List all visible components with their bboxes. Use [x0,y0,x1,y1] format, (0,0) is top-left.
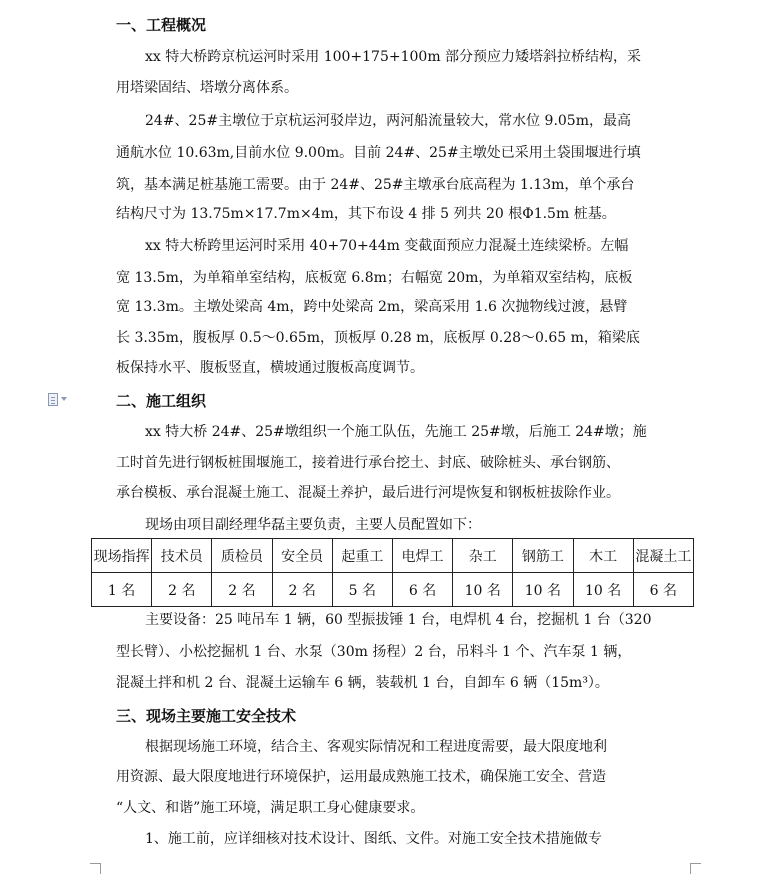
table-cell: 10 名 [573,573,633,607]
page-corner-mark [90,863,101,874]
paragraph-line: 型长臂）、小松挖掘机 1 台、水泵（30m 扬程）2 台，吊料斗 1 个、汽车泵 1 辆， [116,644,632,660]
paragraph-line: 结构尺寸为 13.75m×17.7m×4m，其下布设 4 排 5 列共 20 根Φ1.5m 桩基。 [116,206,616,222]
table-cell: 2 名 [272,573,332,607]
paragraph-line: 筑，基本满足桩基施工需要。由于 24#、25#主墩承台底高程为 1.13m，单个承台 [116,177,635,193]
section-heading-organization: 二、施工组织 [116,392,207,410]
document-icon [48,393,58,406]
paragraph-line: 通航水位 10.63m,目前水位 9.00m。目前 24#、25#主墩处已采用土袋围堰进行填 [116,145,641,161]
table-header-cell: 质检员 [212,539,272,573]
paragraph-line: 用塔梁固结、塔墩分离体系。 [116,80,298,96]
chevron-down-icon [61,397,67,401]
paragraph-line: 现场由项目副经理华磊主要负责，主要人员配置如下： [145,517,481,533]
table-header-cell: 现场指挥 [92,539,152,573]
paragraph-line: 板保持水平、腹板竖直，横坡通过腹板高度调节。 [116,360,424,376]
table-cell: 2 名 [212,573,272,607]
table-row [92,573,694,607]
section-heading-overview: 一、工程概况 [116,16,207,34]
paragraph-line: xx 特大桥 24#、25#墩组织一个施工队伍，先施工 25#墩，后施工 24#墩；施 [145,424,647,440]
table-cell: 6 名 [633,573,693,607]
paragraph-line: 承台模板、承台混凝土施工、混凝土养护，最后进行河堤恢复和钢板桩拔除作业。 [116,485,620,501]
table-cell: 6 名 [392,573,452,607]
table-cell: 1 名 [92,573,152,607]
paragraph-line: 用资源、最大限度地进行环境保护，运用最成熟施工技术，确保施工安全、营造 [116,769,606,785]
paragraph-line: 宽 13.5m，为单箱单室结构，底板宽 6.8m；右幅宽 20m，为单箱双室结构，底板 [116,270,633,286]
paragraph-line: 主要设备：25 吨吊车 1 辆，60 型振拔锤 1 台，电焊机 4 台，挖掘机 1 台（320 [145,612,652,628]
staff-table [91,538,694,607]
paragraph-options-icon[interactable] [48,392,76,406]
table-header-cell: 技术员 [152,539,212,573]
table-cell: 5 名 [332,573,392,607]
table-cell: 10 名 [513,573,573,607]
section-heading-safety: 三、现场主要施工安全技术 [116,707,297,725]
table-header-cell: 混凝土工 [633,539,693,573]
paragraph-line: xx 特大桥跨里运河时采用 40+70+44m 变截面预应力混凝土连续梁桥。左幅 [145,238,629,254]
table-header-cell: 安全员 [272,539,332,573]
paragraph-line: 混凝土拌和机 2 台、混凝土运输车 6 辆，装载机 1 台，自卸车 6 辆（15m³）。 [116,675,609,691]
table-cell: 2 名 [152,573,212,607]
paragraph-line: 根据现场施工环境，结合主、客观实际情况和工程进度需要，最大限度地利 [145,739,607,755]
table-header-cell: 起重工 [332,539,392,573]
table-header-cell: 钢筋工 [513,539,573,573]
paragraph-line: 1、施工前，应详细核对技术设计、图纸、文件。对施工安全技术措施做专 [145,831,602,847]
page-corner-mark [690,863,701,874]
paragraph-line: “人文、和谐”施工环境，满足职工身心健康要求。 [116,800,425,816]
table-cell: 10 名 [453,573,513,607]
table-header-cell: 木工 [573,539,633,573]
paragraph-line: xx 特大桥跨京杭运河时采用 100+175+100m 部分预应力矮塔斜拉桥结构，采 [145,49,642,65]
table-header-row [92,539,694,573]
paragraph-line: 长 3.35m，腹板厚 0.5～0.65m，顶板厚 0.28 m，底板厚 0.28～0.65 m，箱梁底 [116,330,640,346]
paragraph-line: 24#、25#主墩位于京杭运河驳岸边，两河船流量较大，常水位 9.05m，最高 [145,113,631,129]
paragraph-line: 工时首先进行钢板桩围堰施工，接着进行承台挖土、封底、破除桩头、承台钢筋、 [116,455,620,471]
table-header-cell: 杂工 [453,539,513,573]
table-header-cell: 电焊工 [392,539,452,573]
paragraph-line: 宽 13.3m。主墩处梁高 4m，跨中处梁高 2m，梁高采用 1.6 次抛物线过渡，悬臂 [116,299,628,315]
